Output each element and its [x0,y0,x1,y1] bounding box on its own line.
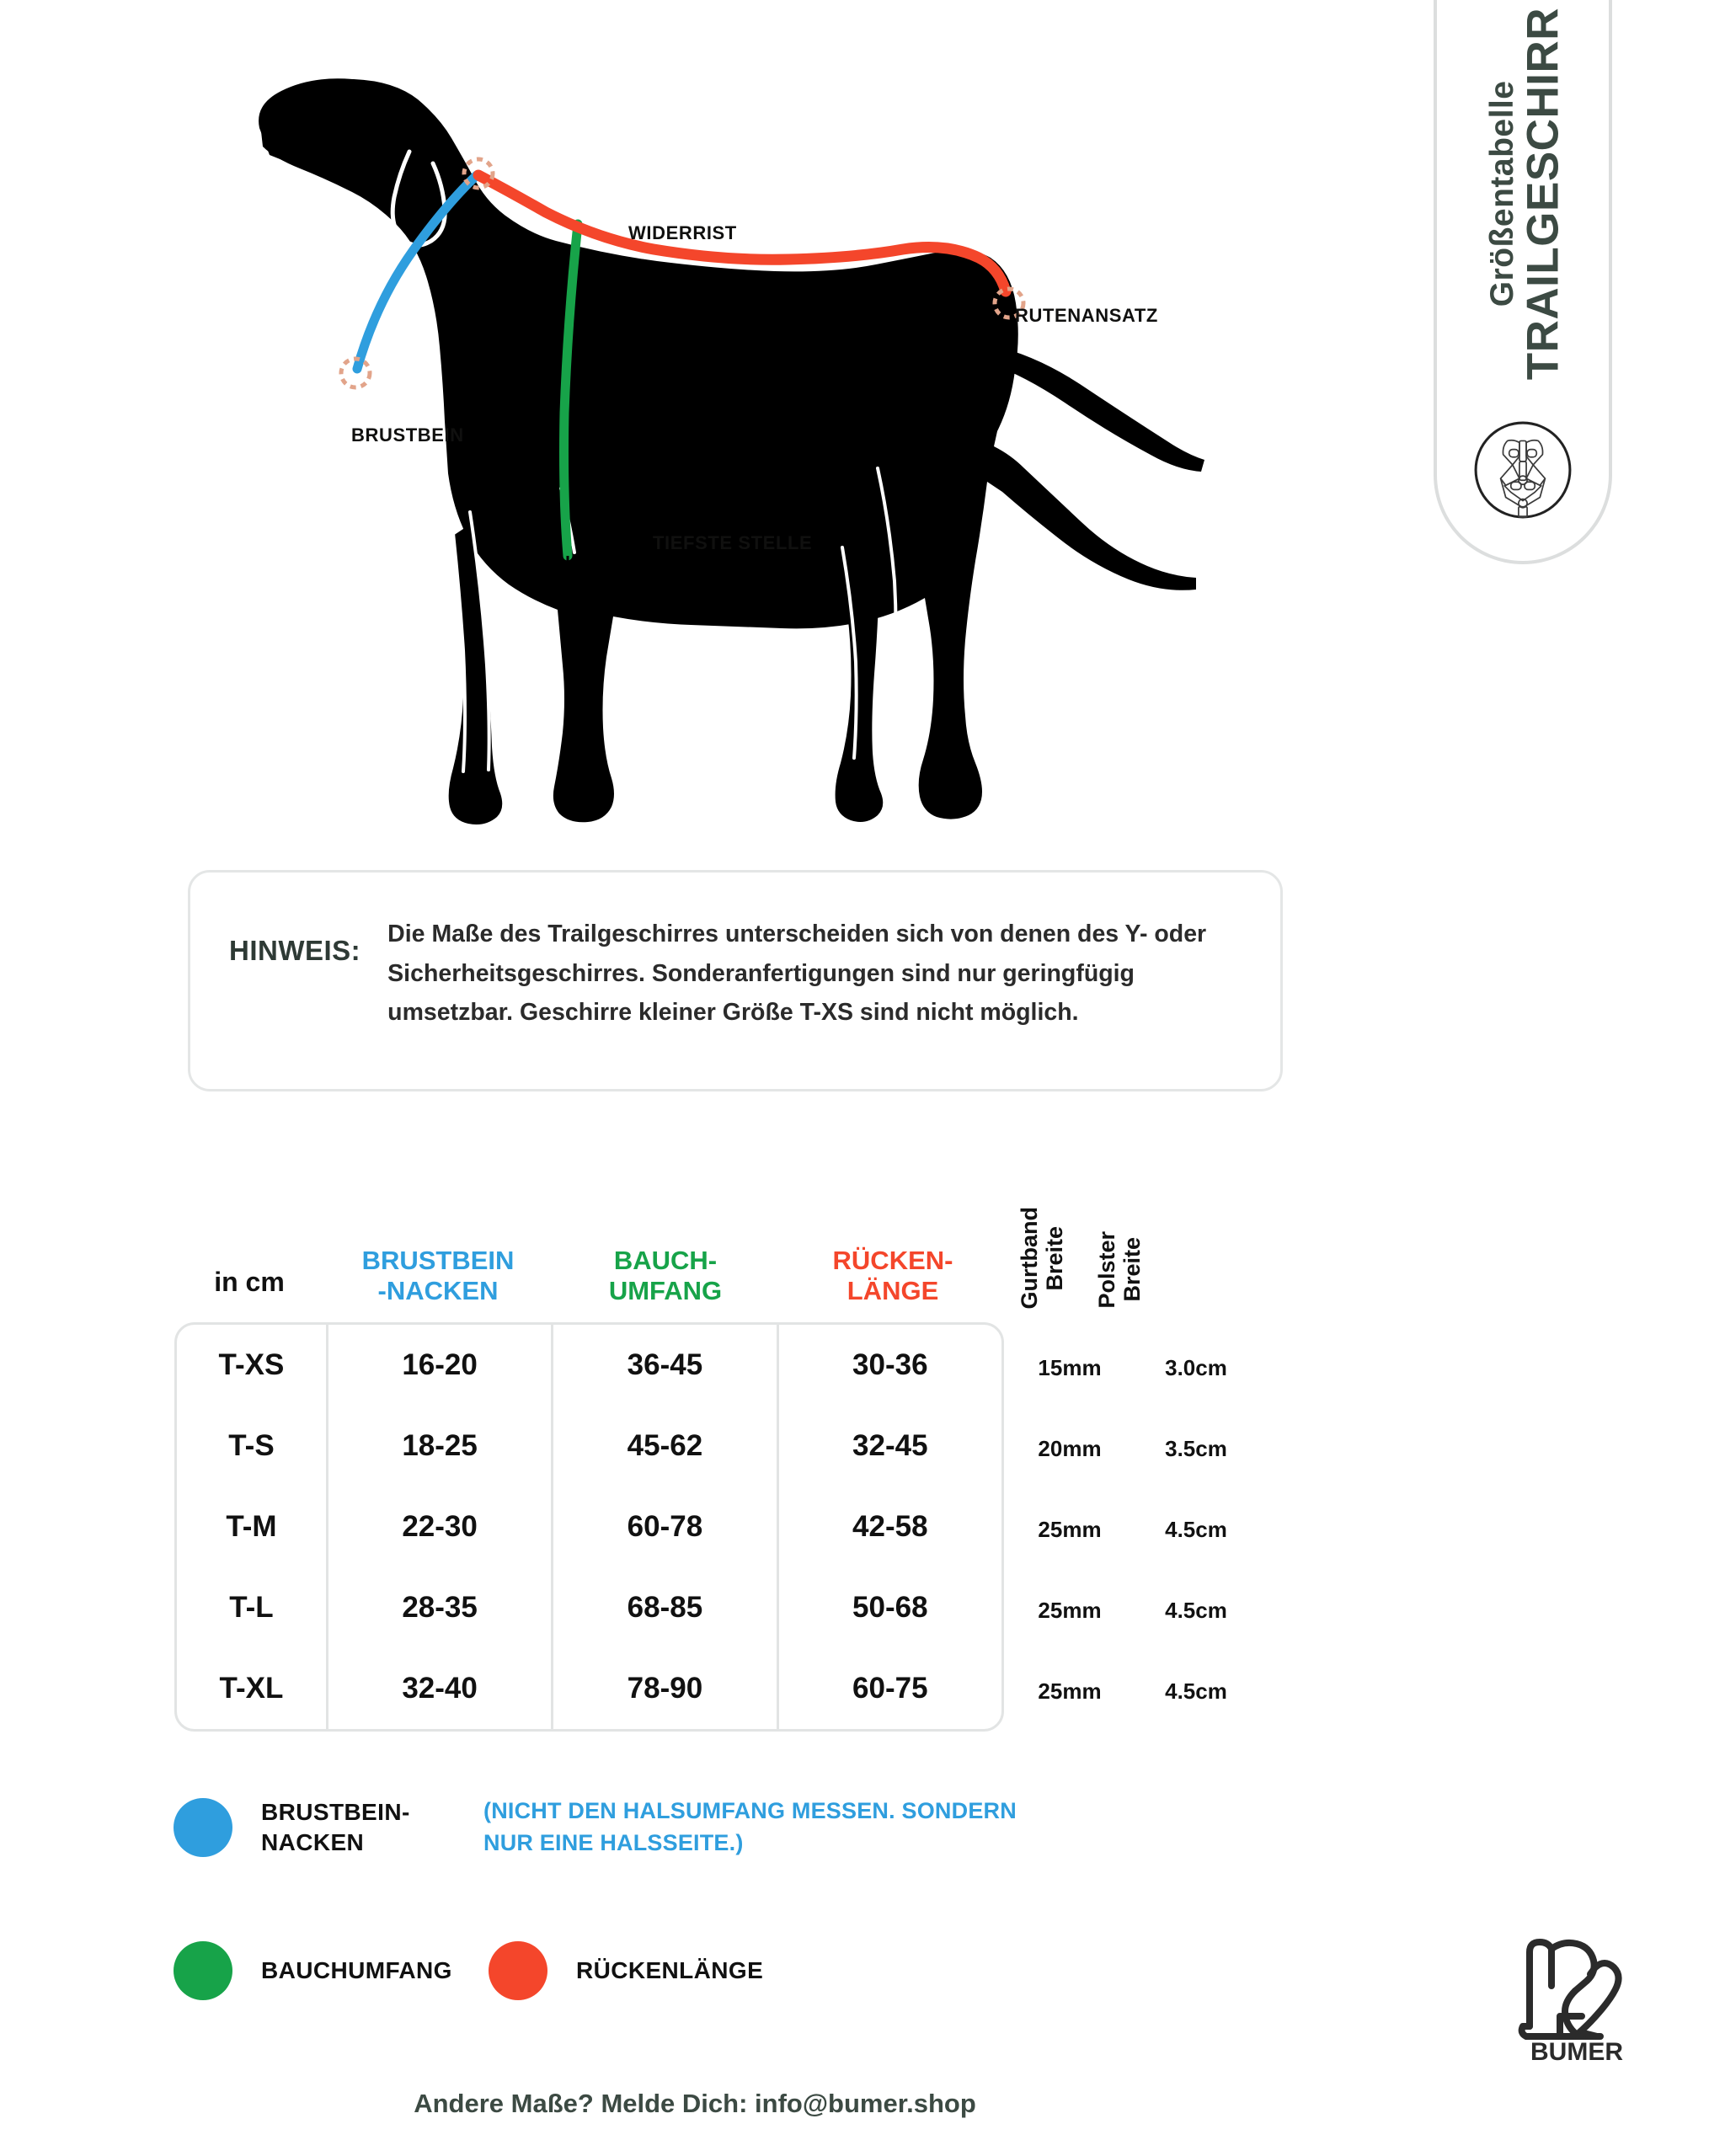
header-bauchumfang-line2: UMFANG [608,1276,723,1306]
cell-bauchumfang: 78-90 [551,1648,776,1729]
side-tab [1434,0,1612,564]
header-rueckenlaenge [779,1246,1007,1307]
header-gurtband-breite [1017,1207,1067,1310]
diagram-label-brustbein: BRUSTBEIN [351,424,464,446]
legend-label-line2: NACKEN [261,1829,365,1855]
bumer-logo [1509,1924,1644,2065]
legend-label-rueckenlaenge: RÜCKENLÄNGE [576,1957,764,1984]
diagram-label-widerrist: WIDERRIST [628,222,737,243]
header-polster-line2: Breite [1119,1237,1146,1303]
legend-note [483,1796,1017,1860]
legend-dot-green [174,1941,232,2000]
cell-size: T-M [226,1510,277,1543]
table-row [177,1567,1001,1648]
legend-note-line2: NUR EINE HALSSEITE.) [483,1830,744,1855]
header-bauchumfang [552,1246,779,1307]
cell-size: T-L [229,1591,274,1624]
cell-brustbein-nacken: 28-35 [326,1567,551,1648]
hinweis-text: Die Maße des Trailgeschirres unterscheiden sich von denen des Y- oder Sicherheitsgeschirres. Sonderanfertigungen sind nur geringfügig umsetzbar. Geschirre kleiner Größe T-XS sind nicht möglich. [387,921,1207,1027]
side-tab-title-group [1437,0,1616,413]
table-row [177,1325,1001,1406]
legend-label-brustbein-nacken [261,1797,472,1858]
cell-bauchumfang: 36-45 [551,1325,776,1406]
cell-bauchumfang: 60-78 [551,1486,776,1567]
cell-polster: 4.5cm [1165,1678,1227,1704]
cell-brustbein-nacken: 16-20 [326,1325,551,1406]
header-brustbein-nacken-line1: BRUSTBEIN [361,1245,515,1275]
cell-rueckenlaenge: 50-68 [777,1567,1001,1648]
diagram-label-tiefste-stelle: TIEFSTE STELLE [653,532,813,553]
legend-dot-blue [174,1798,232,1857]
side-tab-title-lines [1485,8,1567,380]
cell-size: T-XL [219,1672,284,1705]
header-gurtband-line1: Gurtband [1017,1206,1042,1309]
cell-gurtband: 25mm [1038,1678,1102,1704]
side-tab-title-big: TRAILGESCHIRR [1518,7,1568,381]
cell-polster: 4.5cm [1165,1517,1227,1542]
size-table-body [174,1322,1227,1732]
side-tab-title-small: Größentabelle [1484,80,1521,307]
size-table [174,1175,1261,1732]
legend-item-brustbein-nacken [168,1777,1263,1878]
cell-polster: 3.5cm [1165,1436,1227,1461]
cell-polster: 3.0cm [1165,1355,1227,1380]
diagram-label-rutenansatz: RUTENANSATZ [1015,305,1158,326]
cell-brustbein-nacken: 32-40 [326,1648,551,1729]
bumer-wordmark: BUMER [1530,2038,1623,2065]
hinweis-title: HINWEIS: [229,935,361,966]
legend-note-line1: (NICHT DEN HALSUMFANG MESSEN. SONDERN [483,1798,1017,1824]
header-unit: in cm [214,1267,285,1298]
table-row [177,1486,1001,1567]
size-table-header-row [174,1175,1261,1322]
cell-gurtband: 20mm [1038,1436,1102,1461]
size-table-extra-columns [1007,1325,1263,1729]
cell-gurtband: 25mm [1038,1517,1102,1542]
legend-dot-red [489,1941,547,2000]
cell-brustbein-nacken: 18-25 [326,1406,551,1486]
header-rueckenlaenge-line1: RÜCKEN- [832,1245,953,1275]
cell-bauchumfang: 68-85 [551,1567,776,1648]
cell-rueckenlaenge: 42-58 [777,1486,1001,1567]
legend-row-secondary [168,1920,1263,2021]
cell-gurtband: 15mm [1038,1355,1102,1380]
legend [168,1777,1263,2021]
footer-contact: Andere Maße? Melde Dich: info@bumer.shop [414,2089,976,2118]
hinweis-box [188,870,1283,1091]
dog-silhouette [260,79,1196,822]
table-row [177,1648,1001,1729]
header-rueckenlaenge-line2: LÄNGE [846,1276,939,1306]
cell-polster: 4.5cm [1165,1598,1227,1623]
cell-size: T-XS [218,1348,285,1381]
cell-rueckenlaenge: 32-45 [777,1406,1001,1486]
harness-icon [1471,419,1574,521]
header-brustbein-nacken [324,1246,552,1307]
header-polster-line1: Polster [1094,1231,1119,1309]
header-polster-breite [1094,1231,1145,1309]
cell-gurtband: 25mm [1038,1598,1102,1623]
cell-size: T-S [228,1429,275,1462]
table-row [177,1406,1001,1486]
header-brustbein-nacken-line2: -NACKEN [377,1276,499,1306]
cell-rueckenlaenge: 30-36 [777,1325,1001,1406]
legend-label-line1: BRUSTBEIN- [261,1799,410,1826]
dog-tail [991,345,1204,472]
cell-bauchumfang: 45-62 [551,1406,776,1486]
cell-brustbein-nacken: 22-30 [326,1486,551,1567]
header-gurtband-line2: Breite [1042,1225,1068,1290]
legend-label-bauchumfang: BAUCHUMFANG [261,1957,452,1984]
cell-rueckenlaenge: 60-75 [777,1648,1001,1729]
header-bauchumfang-line1: BAUCH- [613,1245,718,1275]
